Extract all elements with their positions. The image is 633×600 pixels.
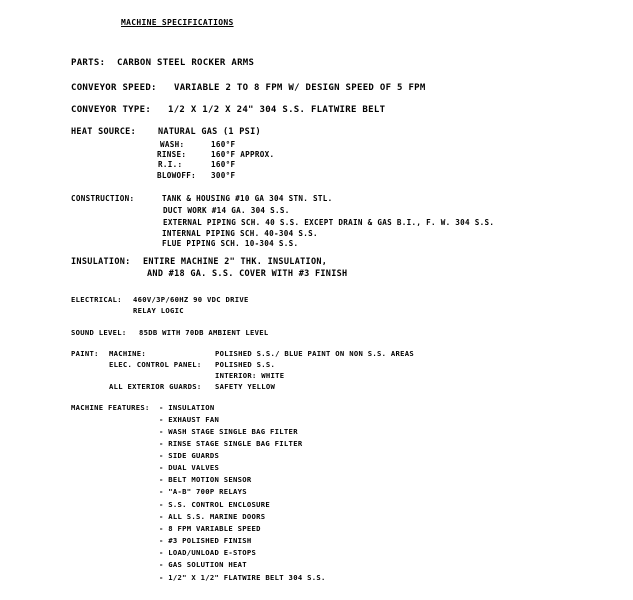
insulation-label: INSULATION: [71,257,131,267]
paint-label: PAINT: [71,349,99,358]
construction-line: DUCT WORK #14 GA. 304 S.S. [163,206,290,215]
electrical-label: ELECTRICAL: [71,295,122,304]
paint-panel-label: ELEC. CONTROL PANEL: [109,360,202,369]
feature-item: - S.S. CONTROL ENCLOSURE [159,500,271,509]
feature-item: - #3 POLISHED FINISH [159,536,252,545]
paint-panel-value: POLISHED S.S. [215,360,276,369]
feature-item: - WASH STAGE SINGLE BAG FILTER [159,427,298,436]
heat-item-name: RINSE: [157,150,187,159]
page-title: MACHINE SPECIFICATIONS [121,18,234,27]
conveyor-speed-value: VARIABLE 2 TO 8 FPM W/ DESIGN SPEED OF 5 FPM [174,83,426,93]
machine-features-label: MACHINE FEATURES: [71,403,150,412]
construction-line: INTERNAL PIPING SCH. 40-304 S.S. [162,229,318,238]
paint-machine-label: MACHINE: [109,349,147,358]
conveyor-type-value: 1/2 X 1/2 X 24" 304 S.S. FLATWIRE BELT [168,105,386,115]
heat-item-name: WASH: [160,140,185,149]
feature-item: - BELT MOTION SENSOR [159,475,252,484]
heat-source-label: HEAT SOURCE: [71,127,137,137]
parts-value: CARBON STEEL ROCKER ARMS [117,58,255,68]
feature-item: - LOAD/UNLOAD E-STOPS [159,548,257,557]
conveyor-type-label: CONVEYOR TYPE: [71,105,152,115]
feature-item: - ALL S.S. MARINE DOORS [159,512,266,521]
feature-item: - INSULATION [159,403,215,412]
paint-guards-value: SAFETY YELLOW [215,382,276,391]
feature-item: - EXHAUST FAN [159,415,220,424]
heat-source-value: NATURAL GAS (1 PSI) [158,127,261,137]
feature-item: - DUAL VALVES [159,463,220,472]
electrical-line: 460V/3P/60HZ 90 VDC DRIVE [133,295,249,304]
insulation-line: ENTIRE MACHINE 2" THK. INSULATION, [143,257,328,267]
paint-machine-value: POLISHED S.S./ BLUE PAINT ON NON S.S. AREAS [215,349,414,358]
heat-item-value: 160°F [211,140,236,149]
heat-item-name: BLOWOFF: [157,171,196,180]
construction-line: EXTERNAL PIPING SCH. 40 S.S. EXCEPT DRAIN & GAS B.I., F. W. 304 S.S. [163,218,495,227]
heat-item-name: R.I.: [158,160,183,169]
paint-guards-label: ALL EXTERIOR GUARDS: [109,382,202,391]
feature-item: - GAS SOLUTION HEAT [159,560,247,569]
feature-item: - RINSE STAGE SINGLE BAG FILTER [159,439,303,448]
feature-item: - "A-B" 700P RELAYS [159,487,247,496]
parts-label: PARTS: [71,58,106,68]
electrical-line: RELAY LOGIC [133,306,184,315]
heat-item-value: 160°F [211,160,236,169]
conveyor-speed-label: CONVEYOR SPEED: [71,83,157,93]
heat-item-value: 300°F [211,171,236,180]
construction-line: FLUE PIPING SCH. 10-304 S.S. [162,239,299,248]
feature-item: - 8 FPM VARIABLE SPEED [159,524,261,533]
heat-item-value: 160°F APPROX. [211,150,275,159]
sound-level-value: 85DB WITH 70DB AMBIENT LEVEL [139,328,269,337]
feature-item: - 1/2" X 1/2" FLATWIRE BELT 304 S.S. [159,573,326,582]
construction-label: CONSTRUCTION: [71,194,135,203]
feature-item: - SIDE GUARDS [159,451,220,460]
paint-interior-value: INTERIOR: WHITE [215,371,285,380]
insulation-line: AND #18 GA. S.S. COVER WITH #3 FINISH [147,269,348,279]
sound-level-label: SOUND LEVEL: [71,328,127,337]
construction-line: TANK & HOUSING #10 GA 304 STN. STL. [162,194,333,203]
